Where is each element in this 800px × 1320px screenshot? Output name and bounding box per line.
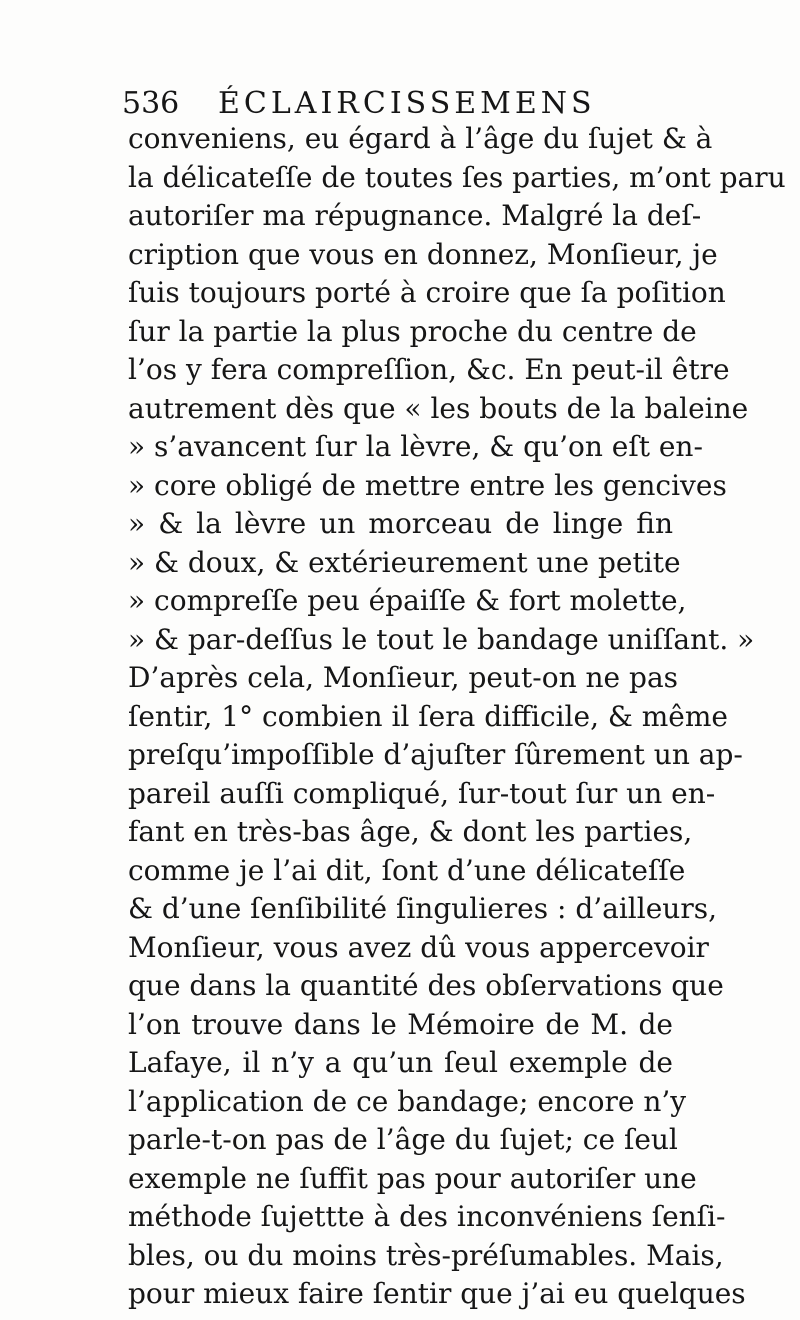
text-line: » & la lèvre un morceau de linge fin xyxy=(128,507,673,540)
text-line: exemple ne ſuffit pas pour autoriſer une xyxy=(128,1161,697,1195)
text-line: méthode ſujettte à des inconvéniens ſenſi- xyxy=(128,1200,726,1233)
text-line: pareil auſſi compliqué, ſur-tout ſur un en- xyxy=(128,776,716,810)
text-line: » core obligé de mettre entre les gencives xyxy=(128,468,727,502)
text-line: bles, ou du moins très-préſumables. Mais, xyxy=(128,1238,724,1272)
page-number: 536 xyxy=(122,86,180,121)
running-title: ÉCLAIRCISSEMENS xyxy=(218,86,596,121)
text-line: l’application de ce bandage; encore n’y xyxy=(128,1084,687,1118)
text-line: l’on trouve dans le Mémoire de M. de xyxy=(128,1007,673,1041)
page-header xyxy=(122,84,682,124)
text-line: parle-t-on pas de l’âge du ſujet; ce ſeul xyxy=(128,1123,678,1156)
text-line: » compreſſe peu épaiſſe & fort molette, xyxy=(128,584,687,617)
body-text xyxy=(128,120,786,1314)
text-line: conveniens, eu égard à l’âge du ſujet & à xyxy=(128,122,713,155)
text-line: autoriſer ma répugnance. Malgré la deſ- xyxy=(128,199,702,232)
text-line: Monſieur, vous avez dû vous appercevoir xyxy=(128,930,709,964)
text-line: l’os y fera compreſſion, &c. En peut-il être xyxy=(128,353,730,386)
text-line: » & par-deſſus le tout le bandage uniſſant. » xyxy=(128,622,755,656)
text-line: » & doux, & extérieurement une petite xyxy=(128,545,681,579)
text-line: ſuis toujours porté à croire que ſa poſition xyxy=(128,276,726,309)
text-line: ſentir, 1° combien il ſera difficile, & même xyxy=(128,699,728,733)
text-line: » s’avancent ſur la lèvre, & qu’on eſt en- xyxy=(128,430,703,463)
text-line: pour mieux faire ſentir que j’ai eu quelques xyxy=(128,1277,746,1310)
text-line: Lafaye, il n’y a qu’un ſeul exemple de xyxy=(128,1046,673,1079)
text-line: ſur la partie la plus proche du centre de xyxy=(128,314,697,348)
text-line: comme je l’ai dit, ſont d’une délicateſſe xyxy=(128,853,686,887)
text-line: cription que vous en donnez, Monſieur, je xyxy=(128,237,718,271)
text-line: fant en très-bas âge, & dont les parties, xyxy=(128,815,693,848)
text-line: preſqu’impoſſible d’ajuſter ſûrement un ap- xyxy=(128,738,743,771)
text-line: autrement dès que « les bouts de la baleine xyxy=(128,391,749,425)
text-line: que dans la quantité des obſervations que xyxy=(128,969,724,1002)
text-line: la délicateſſe de toutes ſes parties, m’ont paru xyxy=(128,160,786,194)
text-line: & d’une ſenſibilité ſingulieres : d’ailleurs, xyxy=(128,892,717,925)
text-line: D’après cela, Monſieur, peut-on ne pas xyxy=(128,661,679,694)
